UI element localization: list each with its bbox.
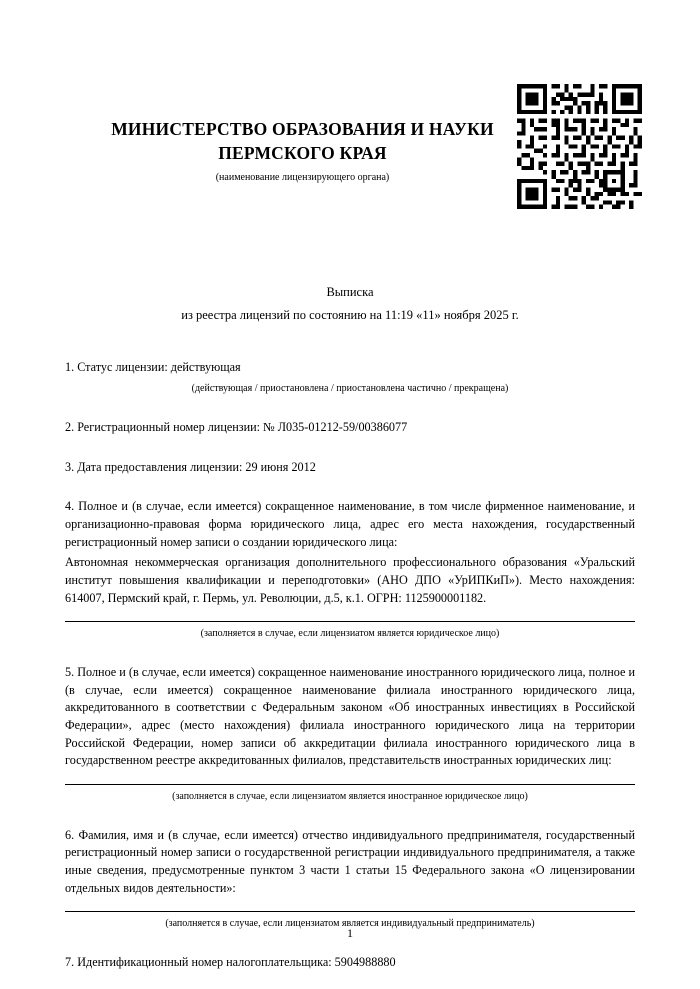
section-license-number [65, 419, 635, 437]
section-note: (заполняется в случае, если лицензиатом является иностранное юридическое лицо) [172, 791, 528, 803]
section-foreign-entity [65, 664, 635, 805]
page-title: МИНИСТЕРСТВО ОБРАЗОВАНИЯ И НАУКИ ПЕРМСКОГО КРАЯ [111, 119, 494, 163]
section-legal-entity [65, 498, 635, 642]
section-heading: 7. Идентификационный номер налогоплательщика: 5904988880 [65, 954, 396, 969]
document-type-label: Выписка [326, 285, 374, 300]
qr-code-icon [517, 84, 642, 209]
section-taxpayer-number [65, 954, 635, 972]
page-number: 1 [347, 926, 353, 940]
document-subject [65, 283, 635, 325]
section-note: (действующая / приостановлена / приостановлена частично / прекращена) [191, 383, 509, 395]
document-date-line: из реестра лицензий по состоянию на 11:19 «11» ноября 2025 г. [181, 308, 519, 322]
section-heading: 3. Дата предоставления лицензии: 29 июня 2012 [65, 459, 316, 474]
section-heading: 1. Статус лицензии: действующая [65, 359, 241, 374]
section-note: (заполняется в случае, если лицензиатом является юридическое лицо) [200, 628, 500, 640]
section-heading: 6. Фамилия, имя и (в случае, если имеется) отчество индивидуального предпринимателя, государственный регистрационный номер записи о государственной регистрации индивидуального предпринимателя, а также иные сведения, предусмотренные пунктом 3 части 1 статьи 15 Федерального закона «О лицензировании отдельных видов деятельности»: [65, 827, 635, 895]
section-note: (заполняется в случае, если лицензиатом является индивидуальный предприниматель) [165, 918, 535, 930]
ministry-subtitle: (наименование лицензирующего органа) [215, 172, 390, 184]
section-heading: 4. Полное и (в случае, если имеется) сокращенное наименование, в том числе фирменное наименование, и организационно-правовая форма юридического лица, адрес его места нахождения, государственный регистрационный номер записи о создании юридического лица: [65, 499, 635, 549]
section-divider [65, 621, 635, 622]
section-status [65, 359, 635, 397]
section-individual-entrepreneur [65, 827, 635, 932]
section-divider [65, 911, 635, 912]
section-divider [65, 784, 635, 785]
section-heading: 5. Полное и (в случае, если имеется) сокращенное наименование иностранного юридического лица, полное и (в случае, если имеется) сокращенное наименование филиала иностранного юридического лица, аккредитованного в соответствии с Федеральным законом «Об иностранных инвестициях в Российской Федерации», адрес (место нахождения) филиала иностранного юридического лица на территории Российской Федерации, номер записи об аккредитации филиала иностранного юридического лица в государственном реестре аккредитованных филиалов, представительств иностранных юридических лиц: [65, 664, 635, 768]
section-license-date [65, 459, 635, 477]
section-body: Автономная некоммерческая организация дополнительного профессионального образования «Уральский институт повышения квалификации и переподготовки» (АНО ДПО «УрИПКиП»). Место нахождения: 614007, Пермский край, г. Пермь, ул. Революции, д.5, к.1. ОГРН: 1125900001182. [65, 555, 635, 605]
section-heading: 2. Регистрационный номер лицензии: № Л035-01212-59/00386077 [65, 419, 408, 434]
